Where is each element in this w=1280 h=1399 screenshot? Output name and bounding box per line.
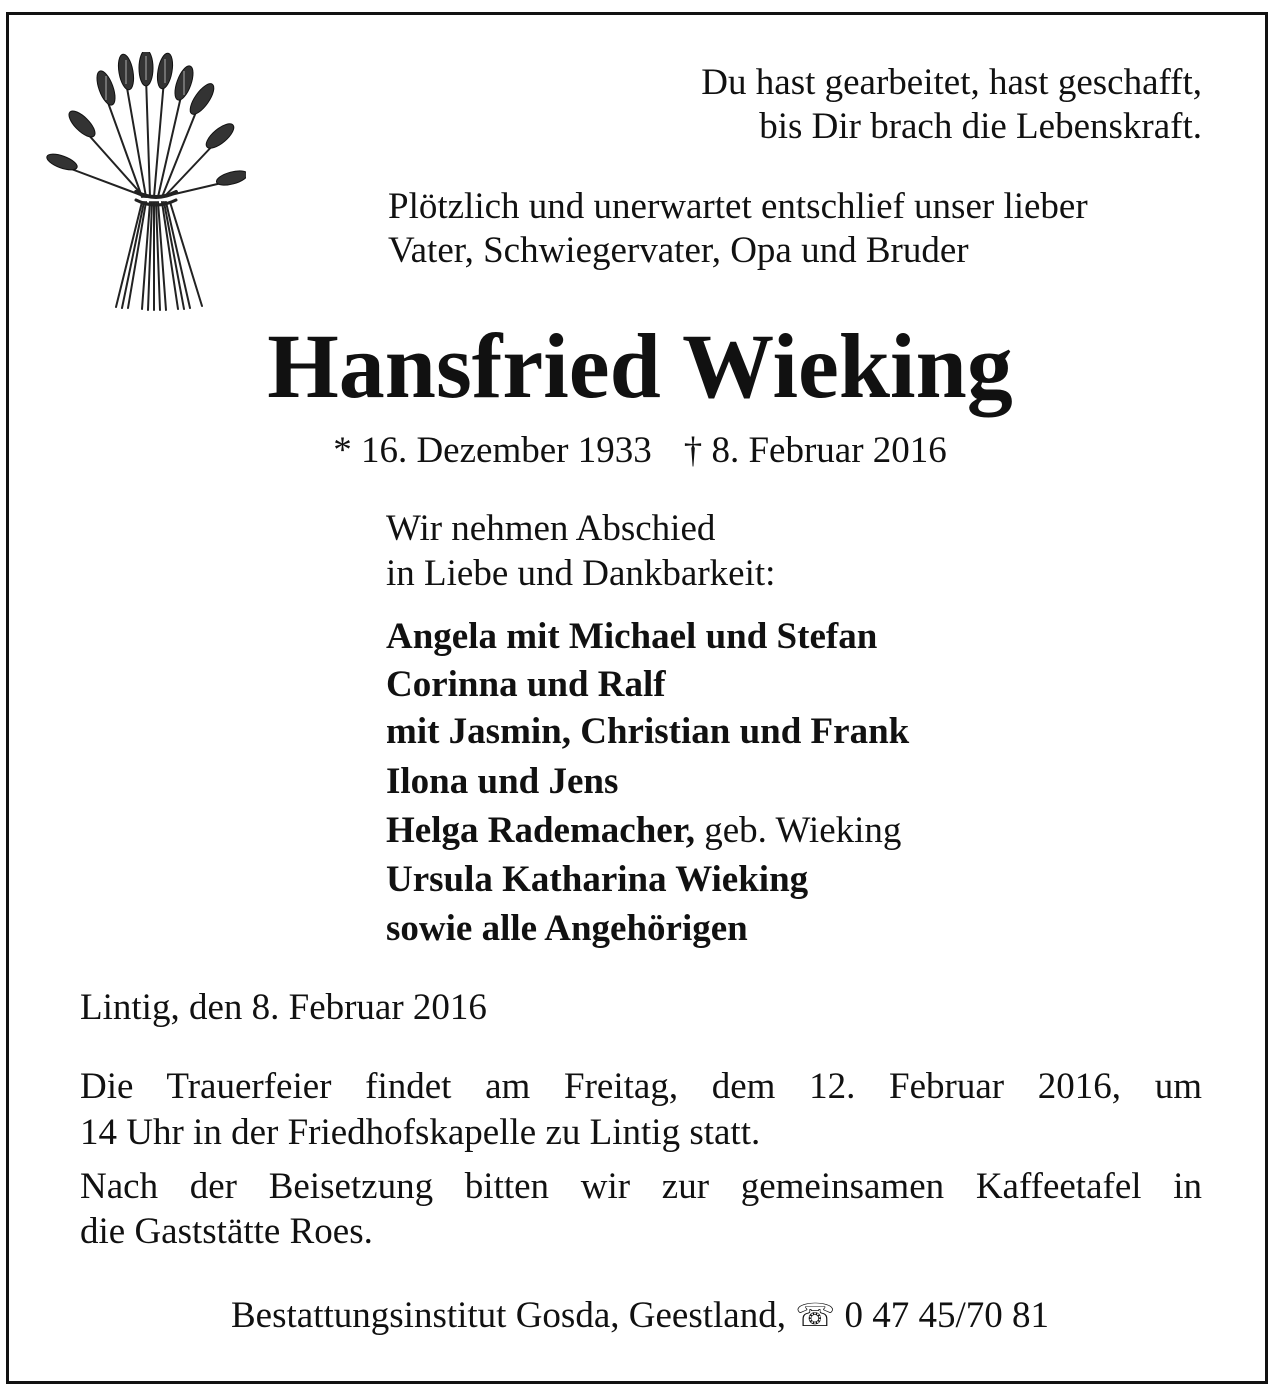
intro-line-1: Plötzlich und unerwartet entschlief unser lieber: [388, 186, 1088, 227]
telephone-icon: ☏: [795, 1296, 836, 1334]
mourner-line: mit Jasmin, Christian und Frank: [386, 711, 910, 752]
wheat-sheaf-icon: [46, 52, 246, 314]
mourner-line: sowie alle Angehörigen: [386, 908, 748, 949]
mourner-line: Helga Rademacher, geb. Wieking: [386, 810, 902, 851]
poem-line-1: Du hast gearbeitet, hast geschafft,: [701, 62, 1202, 103]
mourner-line: Ilona und Jens: [386, 761, 619, 802]
poem-line-2: bis Dir brach die Lebenskraft.: [759, 106, 1202, 147]
undertaker-phone: 0 47 45/70 81: [844, 1295, 1049, 1336]
undertaker-info: [0, 1292, 1280, 1339]
mourner-line: Ursula Katharina Wieking: [386, 859, 809, 900]
reception-line-1: Nach der Beisetzung bitten wir zur gemeinsamen Kaffeetafel in: [80, 1166, 1202, 1207]
mourner-line: Angela mit Michael und Stefan: [386, 616, 878, 657]
life-dates: [0, 428, 1280, 474]
mourner-line: Corinna und Ralf: [386, 664, 666, 705]
service-line-1: Die Trauerfeier findet am Freitag, dem 12. Februar 2016, um: [80, 1066, 1202, 1107]
intro-line-2: Vater, Schwiegervater, Opa und Bruder: [388, 230, 969, 271]
deceased-name: Hansfried Wieking: [267, 315, 1013, 417]
place-date: Lintig, den 8. Februar 2016: [80, 987, 487, 1028]
farewell-line-1: Wir nehmen Abschied: [386, 508, 716, 549]
farewell-line-2: in Liebe und Dankbarkeit:: [386, 553, 776, 594]
death-date: † 8. Februar 2016: [683, 430, 947, 471]
reception-line-2: die Gaststätte Roes.: [80, 1211, 373, 1252]
undertaker-name: Bestattungsinstitut Gosda, Geestland,: [231, 1295, 786, 1336]
birth-date: * 16. Dezember 1933: [333, 430, 652, 471]
service-line-2: 14 Uhr in der Friedhofskapelle zu Lintig statt.: [80, 1112, 761, 1153]
